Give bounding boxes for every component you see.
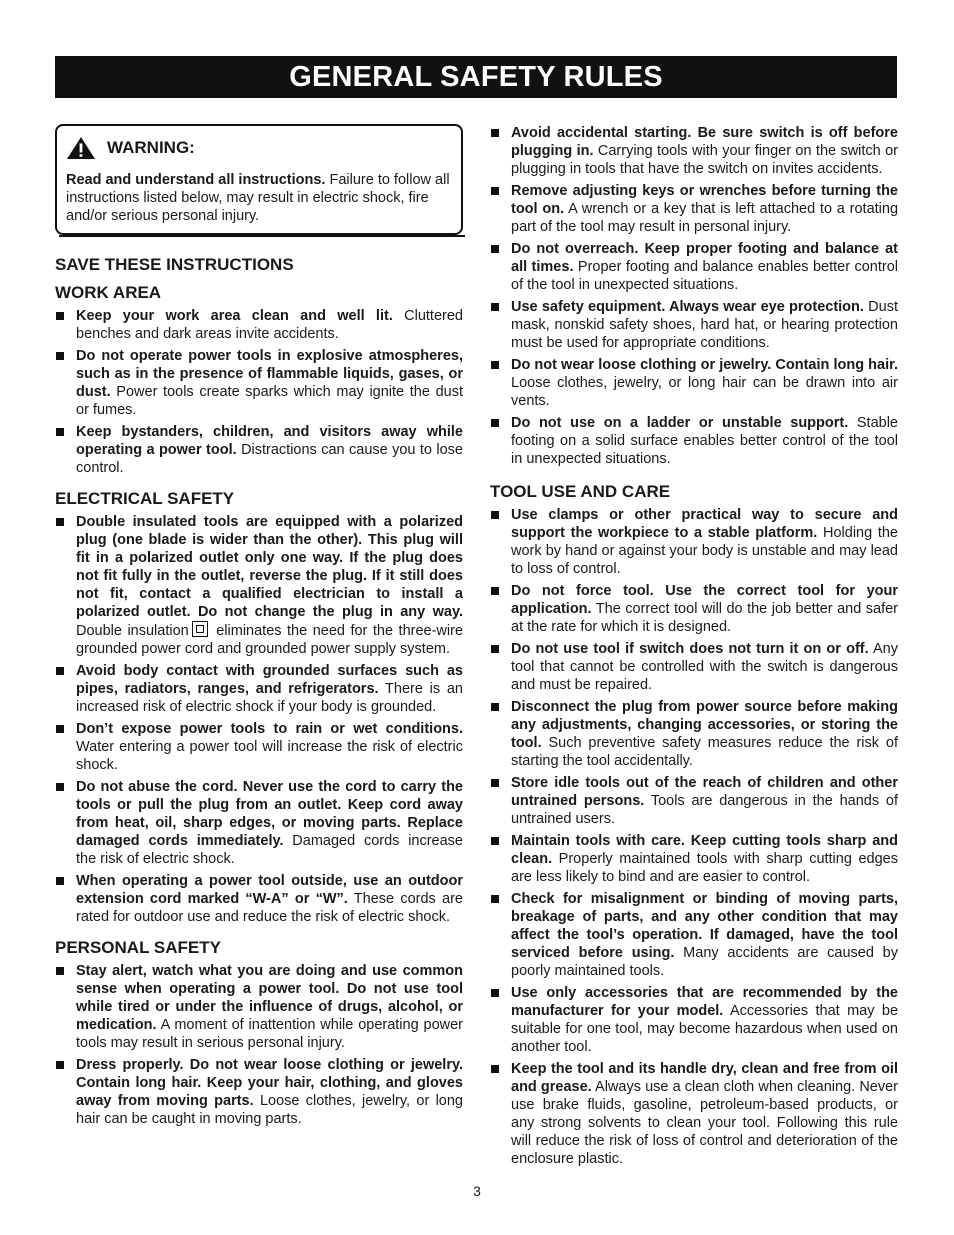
list-item xyxy=(490,582,898,636)
rule-bold: When operating a power tool outside, use an outdoor extension cord marked “W-A” or “W”. xyxy=(76,873,463,907)
rule-bold: Use clamps or other practical way to secure and support the workpiece to a stable platform. xyxy=(511,507,898,541)
list-item xyxy=(55,778,463,868)
rule-bold: Double insulated tools are equipped with a polarized plug (one blade is wider than the other). This plug will fit in a polarized outlet only one way. If the plug does not fit fully in the outlet, reverse the plug. If it still does not fit, contact a qualified electrician to install a polarized outlet. Do not change the plug in any way. xyxy=(76,514,463,620)
list-item xyxy=(55,1056,463,1128)
rule-bold: Do not overreach. Keep proper footing and balance at all times. xyxy=(511,241,898,275)
list-item xyxy=(490,890,898,980)
rule-bold: Keep bystanders, children, and visitors away while operating a power tool. xyxy=(76,424,463,458)
list-item xyxy=(490,774,898,828)
save-instructions-heading: SAVE THESE INSTRUCTIONS xyxy=(55,255,294,274)
rule-text: Always use a clean cloth when cleaning. Never use brake fluids, gasoline, petroleum-based products, or any strong solvents to clean your tool. Following this rule will reduce the risk of loss of control and deterioration of the enclosure plastic. xyxy=(511,1079,898,1167)
bullet-icon xyxy=(56,725,64,733)
bullet-icon xyxy=(56,518,64,526)
tool-use-heading: TOOL USE AND CARE xyxy=(490,482,671,501)
rule-text: Loose clothes, jewelry, or long hair can be caught in moving parts. xyxy=(76,1093,463,1127)
rule-text: Cluttered benches and dark areas invite accidents. xyxy=(76,308,463,342)
left-column xyxy=(55,124,463,1132)
rule-text: Water entering a power tool will increase the risk of electric shock. xyxy=(76,739,463,773)
bullet-icon xyxy=(491,187,499,195)
rule-bold: Avoid body contact with grounded surfaces such as pipes, radiators, ranges, and refrigerators. xyxy=(76,663,463,697)
rule-bold: Store idle tools out of the reach of children and other untrained persons. xyxy=(511,775,898,809)
work-area-heading: WORK AREA xyxy=(55,283,162,302)
rule-text: A wrench or a key that is left attached to a rotating part of the tool may result in personal injury. xyxy=(511,201,899,235)
electrical-safety-heading: ELECTRICAL SAFETY xyxy=(55,489,235,508)
rule-text: eliminates the need for the three-wire grounded power cord and grounded power supply system. xyxy=(76,623,464,657)
warning-text xyxy=(66,171,452,225)
bullet-icon xyxy=(56,1061,64,1069)
list-item xyxy=(55,962,463,1052)
bullet-icon xyxy=(491,703,499,711)
bullet-icon xyxy=(56,352,64,360)
personal-safety-list xyxy=(55,962,463,1128)
list-item xyxy=(55,662,463,716)
rule-text: The correct tool will do the job better and safer at the rate for which it is designed. xyxy=(511,601,898,635)
list-item xyxy=(490,984,898,1056)
bullet-icon xyxy=(56,783,64,791)
electrical-safety-list xyxy=(55,513,463,926)
rule-text: Proper footing and balance enables better control of the tool in unexpected situations. xyxy=(511,259,899,293)
right-column xyxy=(490,124,898,1172)
warning-title: WARNING: xyxy=(107,138,195,157)
bullet-icon xyxy=(491,303,499,311)
bullet-icon xyxy=(491,895,499,903)
list-item xyxy=(490,356,898,410)
rule-text: Power tools create sparks which may ignite the dust or fumes. xyxy=(76,384,463,418)
rule-bold: Do not abuse the cord. Never use the cord to carry the tools or pull the plug from an outlet. Keep cord away from heat, oil, sharp edges, or moving parts. Replace damaged cords immediately. xyxy=(76,779,463,849)
list-item xyxy=(490,1060,898,1168)
rule-text: Tools are dangerous in the hands of untrained users. xyxy=(511,793,898,827)
list-item xyxy=(55,347,463,419)
rule-text: Carrying tools with your finger on the switch or plugging in tools that have the switch on invites accidents. xyxy=(511,143,898,177)
personal-safety-list-continued xyxy=(490,124,898,468)
bullet-icon xyxy=(491,361,499,369)
rule-bold: Dress properly. Do not wear loose clothing or jewelry. Contain long hair. Keep your hair, clothing, and gloves away from moving parts. xyxy=(76,1057,463,1109)
bullet-icon xyxy=(491,989,499,997)
personal-safety-heading: PERSONAL SAFETY xyxy=(55,938,221,957)
list-item xyxy=(490,698,898,770)
rule-bold: Keep your work area clean and well lit. xyxy=(76,308,393,324)
rule-bold: Disconnect the plug from power source before making any adjustments, changing accessories, or storing the tool. xyxy=(511,699,898,751)
list-item xyxy=(55,872,463,926)
rule-text: Accessories that may be suitable for one tool, may become hazardous when used on another tool. xyxy=(511,1003,899,1055)
warning-header xyxy=(66,136,452,160)
double-insulation-icon xyxy=(192,621,208,637)
rule-bold: Maintain tools with care. Keep cutting tools sharp and clean. xyxy=(511,833,898,867)
list-item xyxy=(490,414,898,468)
rule-text: These cords are rated for outdoor use and reduce the risk of electric shock. xyxy=(76,891,463,925)
rule-text: Many accidents are caused by poorly maintained tools. xyxy=(511,945,898,979)
rule-text: Such preventive safety measures reduce the risk of starting the tool accidentally. xyxy=(511,735,898,769)
list-item xyxy=(490,832,898,886)
list-item xyxy=(490,182,898,236)
rule-text: Holding the work by hand or against your body is unstable and may lead to loss of control. xyxy=(511,525,898,577)
rule-bold: Check for misalignment or binding of moving parts, breakage of parts, and any other condition that may affect the tool’s operation. If damaged, have the tool serviced before using. xyxy=(511,891,898,961)
bullet-icon xyxy=(56,667,64,675)
rule-bold: Do not operate power tools in explosive atmospheres, such as in the presence of flammable liquids, gases, or dust. xyxy=(76,348,463,400)
bullet-icon xyxy=(491,511,499,519)
rule-text: Double insulation xyxy=(76,623,189,639)
rule-bold: Remove adjusting keys or wrenches before turning the tool on. xyxy=(511,183,898,217)
work-area-list xyxy=(55,307,463,477)
bullet-icon xyxy=(491,245,499,253)
warning-bold: Read and understand all instructions. xyxy=(66,172,326,188)
list-item xyxy=(490,640,898,694)
rule-text: Dust mask, nonskid safety shoes, hard hat, or hearing protection must be used for appropriate conditions. xyxy=(511,299,898,351)
bullet-icon xyxy=(491,837,499,845)
rule-text: Properly maintained tools with sharp cutting edges are less likely to bind and are easier to control. xyxy=(511,851,898,885)
list-item xyxy=(490,240,898,294)
rule-text: Distractions can cause you to lose control. xyxy=(76,442,463,476)
rule-bold: Use only accessories that are recommended by the manufacturer for your model. xyxy=(511,985,898,1019)
list-item xyxy=(55,720,463,774)
bullet-icon xyxy=(491,645,499,653)
list-item xyxy=(490,506,898,578)
rule-bold: Don’t expose power tools to rain or wet conditions. xyxy=(76,721,463,737)
bullet-icon xyxy=(491,1065,499,1073)
rule-text: Any tool that cannot be controlled with the switch is dangerous and must be repaired. xyxy=(511,641,898,693)
rule-text: There is an increased risk of electric shock if your body is grounded. xyxy=(76,681,463,715)
rule-bold: Do not use on a ladder or unstable support. xyxy=(511,415,849,431)
warning-box xyxy=(55,124,463,235)
bullet-icon xyxy=(56,877,64,885)
bullet-icon xyxy=(491,129,499,137)
rule-text: Loose clothes, jewelry, or long hair can be drawn into air vents. xyxy=(511,375,898,409)
list-item xyxy=(490,298,898,352)
bullet-icon xyxy=(56,312,64,320)
bullet-icon xyxy=(491,779,499,787)
warning-body: Failure to follow all instructions listed below, may result in electric shock, fire and/or serious personal injury. xyxy=(66,172,450,224)
tool-use-list xyxy=(490,506,898,1168)
list-item xyxy=(55,513,463,658)
page-number: 3 xyxy=(473,1183,481,1199)
page-title: GENERAL SAFETY RULES xyxy=(55,56,897,98)
rule-text: Stable footing on a solid surface enables better control of the tool in unexpected situations. xyxy=(511,415,898,467)
list-item xyxy=(55,423,463,477)
rule-bold: Do not wear loose clothing or jewelry. Contain long hair. xyxy=(511,357,898,373)
rule-bold: Use safety equipment. Always wear eye protection. xyxy=(511,299,864,315)
rule-bold: Do not force tool. Use the correct tool for your application. xyxy=(511,583,898,617)
list-item xyxy=(55,307,463,343)
warning-triangle-icon xyxy=(66,136,96,160)
rule-text: Damaged cords increase the risk of electric shock. xyxy=(76,833,463,867)
list-item xyxy=(490,124,898,178)
rule-bold: Avoid accidental starting. Be sure switch is off before plugging in. xyxy=(511,125,898,159)
rule-bold: Do not use tool if switch does not turn it on or off. xyxy=(511,641,869,657)
rule-bold: Stay alert, watch what you are doing and use common sense when operating a power tool. Do not use tool while tired or under the influence of drugs, alcohol, or medication. xyxy=(76,963,463,1033)
rule-text: A moment of inattention while operating power tools may result in serious personal injury. xyxy=(76,1017,463,1051)
bullet-icon xyxy=(56,428,64,436)
bullet-icon xyxy=(56,967,64,975)
rule-bold: Keep the tool and its handle dry, clean and free from oil and grease. xyxy=(511,1061,898,1095)
bullet-icon xyxy=(491,419,499,427)
bullet-icon xyxy=(491,587,499,595)
